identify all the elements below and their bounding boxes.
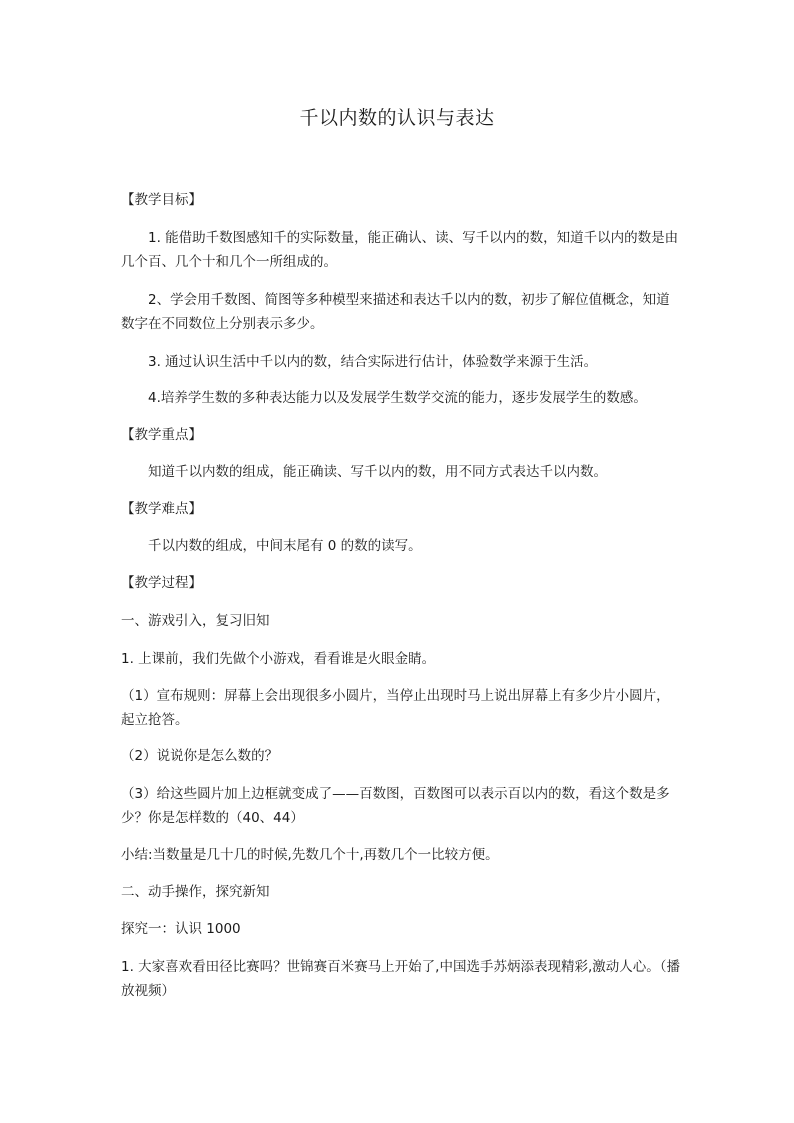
- goal-3: 3. 通过认识生活中千以内的数，结合实际进行估计，体验数学来源于生活。: [148, 354, 598, 370]
- part-1-heading: 一、游戏引入，复习旧知: [121, 613, 270, 629]
- goal-1: 1. 能借助千数图感知千的实际数量，能正确认、读、写千以内的数，知道千以内的数是由几个百、几个十和几个一所组成的。: [121, 230, 679, 270]
- difficulty-text: 千以内数的组成，中间末尾有 0 的数的读写。: [148, 538, 422, 554]
- step-2: 1. 大家喜欢看田径比赛吗？世锦赛百米赛马上开始了,中国选手苏炳添表现精彩,激动人心。（播放视频）: [121, 959, 681, 999]
- step-1-1: （1）宣布规则：屏幕上会出现很多小圆片，当停止出现时马上说出屏幕上有多少片小圆片，起立抢答。: [121, 688, 670, 728]
- goal-4: 4.培养学生数的多种表达能力以及发展学生数学交流的能力，逐步发展学生的数感。: [148, 390, 647, 406]
- difficulty-heading: 【教学难点】: [121, 501, 202, 517]
- goals-heading: 【教学目标】: [121, 192, 202, 208]
- step-1-3: （3）给这些圆片加上边框就变成了——百数图，百数图可以表示百以内的数，看这个数是多少？你是怎样数的（40、44）: [121, 786, 670, 826]
- summary: 小结:当数量是几十几的时候,先数几个十,再数几个一比较方便。: [121, 847, 499, 863]
- key-heading: 【教学重点】: [121, 427, 202, 443]
- step-1-2: （2）说说你是怎么数的？: [121, 748, 279, 764]
- document-title: 千以内数的认识与表达: [299, 107, 495, 129]
- part-2-heading: 二、动手操作，探究新知: [121, 884, 270, 900]
- step-1: 1. 上课前，我们先做个小游戏，看看谁是火眼金睛。: [121, 651, 436, 667]
- explore-1: 探究一：认识 1000: [121, 921, 241, 937]
- key-text: 知道千以内数的组成，能正确读、写千以内的数，用不同方式表达千以内数。: [148, 464, 607, 480]
- process-heading: 【教学过程】: [121, 575, 202, 591]
- goal-2: 2、学会用千数图、简图等多种模型来描述和表达千以内的数，初步了解位值概念，知道数字在不同数位上分别表示多少。: [121, 292, 670, 332]
